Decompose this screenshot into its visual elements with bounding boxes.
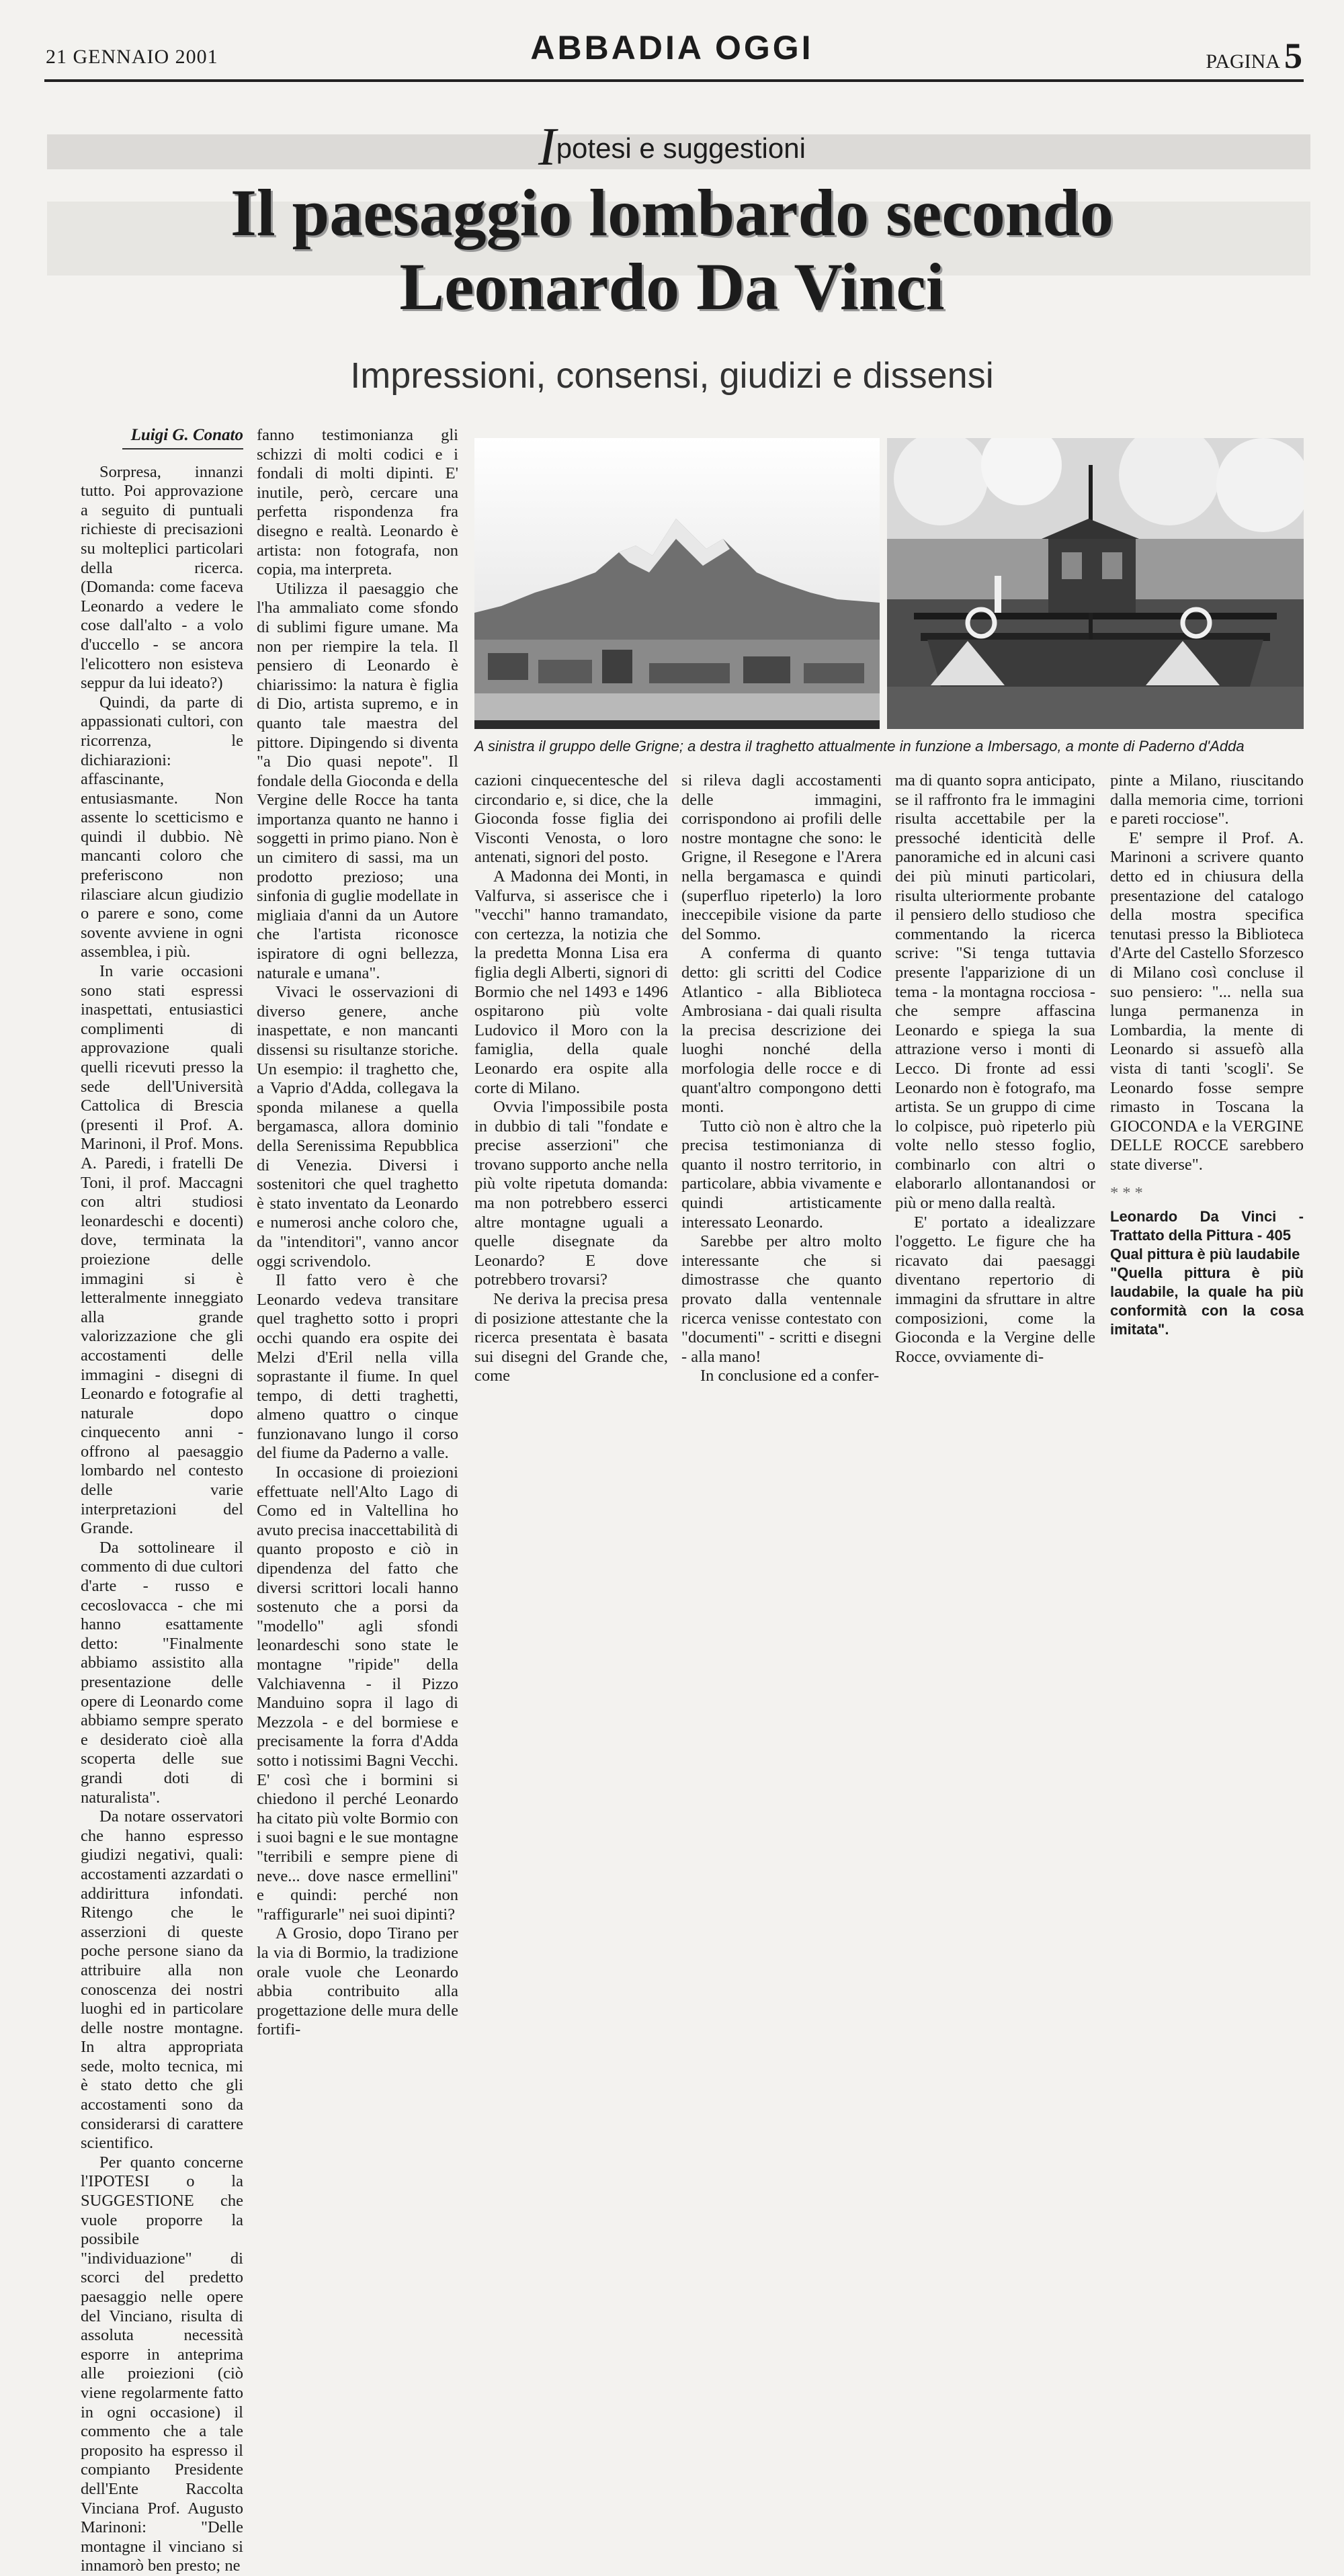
paragraph: cazioni cinquecentesche del circondario e, si dice, che la Gioconda fosse figlia dei Visconti Venosta, o loro antenati, signori del posto.: [474, 771, 668, 867]
note-quote: "Quella pittura è più laudabile, la quale ha più conformità con la cosa imitata".: [1110, 1264, 1304, 1338]
paragraph: Sarebbe per altro molto interessante che si dimostrasse che quanto provato dalla ventennale ricerca venisse contestato con "documenti" - scritti e disegni - alla mano!: [681, 1232, 882, 1366]
paragraph: Sorpresa, innanzi tutto. Poi approvazione a seguito di puntuali richieste di precisazioni su molteplici particolari della ricerca. (Domanda: come faceva Leonardo a vedere le cose dall'alto - a volo d'uccello - se ancora l'elicottero non esisteva seppur da lui ideato?): [81, 462, 243, 693]
note-separator: ***: [1110, 1184, 1147, 1203]
author-byline: Luigi G. Conato: [81, 426, 243, 449]
issue-date: 21 GENNAIO 2001: [46, 46, 218, 68]
paragraph: Da sottolineare il commento di due cultori d'arte - russo e cecoslovacca - che mi hanno esattamente detto: "Finalmente abbiamo assistito alla presentazione delle opere di Leonardo come abbiamo sempre sperato e desiderato cioè alla scoperta delle sue grandi doti di naturalista".: [81, 1538, 243, 1807]
paragraph: fanno testimonianza gli schizzi di molti codici e i fondali di molti dipinti. E' inutile, però, cercare una perfetta rispondenza fra disegno e realtà. Leonardo è artista: non fotografa, non copia, ma interpreta.: [257, 426, 458, 579]
note-heading: Qual pittura è più laudabile: [1110, 1246, 1300, 1263]
note-source: Leonardo Da Vinci - Trattato della Pittura - 405: [1110, 1208, 1304, 1244]
paragraph: Da notare osservatori che hanno espresso giudizi negativi, quali: accostamenti azzardati o addirittura infondati. Ritengo che le asserzioni di queste poche persone siano da attribuire alla non conoscenza dei nostri luoghi ed in particolare delle nostre montagne. In altra appropriata sede, molto tecnica, mi è stato detto che gli accostamenti sono da considerarsi di carattere scientifico.: [81, 1807, 243, 2153]
headline-line-2: Leonardo Da Vinci: [399, 249, 945, 324]
page-number: [1206, 35, 1302, 77]
masthead: ABBADIA OGGI: [530, 29, 814, 67]
paragraph: In occasione di proiezioni effettuate nell'Alto Lago di Como ed in Valtellina ho avuto precisa inaccettabilità di quanto proposto e ciò in dipendenza del fatto che diversi scrittori locali hanno sostenuto che a porsi da "modello" agli sfondi leonardeschi sono state le montagne "ripide" della Valchiavenna - il Pizzo Manduino sopra il lago di Mezzola - e del bormiese e precisamente la forra d'Adda sotto i notissimi Bagni Vecchi. E' così che i bormini si chiedono il perché Leonardo ha citato più volte Bormio con i suoi bagni e le sue montagne "terribili e sempre piene di neve... dove nasce ermellini" e quindi: perché non "raffigurarle" nei suoi dipinti?: [257, 1463, 458, 1924]
paragraph: E' portato a idealizzare l'oggetto. Le figure che ha ricavato dai paesaggi diventano repertorio di immagini da sfruttare in altre composizioni, come la Gioconda e la Vergine delle Rocce, ovviamente di-: [895, 1213, 1095, 1366]
column-2: [257, 426, 458, 2040]
kicker-text: potesi e suggestioni: [556, 132, 806, 164]
column-5: [895, 771, 1095, 1367]
paragraph: Ovvia l'impossibile posta in dubbio di tali "fondate e precise asserzioni" che trovano supporto anche nella più volte ripetuta domanda: ma non potrebbero esserci altre montagne uguali a quelle disegnate da Leonardo? E dove potrebbero trovarsi?: [474, 1098, 668, 1289]
photo-caption: A sinistra il gruppo delle Grigne; a destra il traghetto attualmente in funzione a Imbersago, a monte di Paderno d'Adda: [474, 738, 1245, 755]
ferry-photo: [887, 438, 1304, 729]
paragraph: In conclusione ed a confer-: [700, 1367, 880, 1385]
paragraph: E' sempre il Prof. A. Marinoni a scrivere quanto detto ed in chiusura della presentazione del catalogo della mostra specifica tenutasi presso la Biblioteca d'Arte del Castello Sforzesco di Milano così concluse il suo pensiero: "... nella sua lunga permanenza in Lombardia, la mente di Leonardo si assuefò alla vista di tanti 'scogli'. Se Leonardo fosse sempre rimasto in Toscana la GIOCONDA e la VERGINE DELLE ROCCE sarebbero state diverse".: [1110, 828, 1304, 1174]
column-1: [81, 426, 243, 2576]
headline: [0, 176, 1344, 324]
kicker-initial: I: [538, 118, 556, 177]
headline-line-1: Il paesaggio lombardo secondo: [230, 175, 1114, 250]
paragraph: A conferma di quanto detto: gli scritti del Codice Atlantico - alla Biblioteca Ambrosiana - dai quali risulta la precisa descrizione dei luoghi nonché della morfologia delle rocce e di quant'altro compongono detti monti.: [681, 944, 882, 1117]
paragraph: In varie occasioni sono stati espressi inaspettati, entusiastici complimenti di approvazione quali quelli ricevuti presso la sede dell'Università Cattolica di Brescia (presenti il Prof. A. Marinoni, il Prof. Mons. A. Paredi, i fratelli De Toni, il prof. Maccagni con altri studiosi leonardeschi e docenti) dove, terminata la proiezione delle immagini si è letteralmente inneggiato alla grande valorizzazione che gli accostamenti delle immagini - disegni di Leonardo e fotografie al naturale dopo cinquecento anni - offrono al paesaggio lombardo nel contesto delle varie interpretazioni del Grande.: [81, 962, 243, 1538]
paragraph: Vivaci le osservazioni di diverso genere, anche inaspettate, e non mancanti dissensi su risultanze storiche. Un esempio: il traghetto che, a Vaprio d'Adda, collegava la sponda milanese a quella bergamasca, allora dominio della Serenissima Repubblica di Venezia. Diversi i sostenitori che quel traghetto è stato inventato da Leonardo e numerosi anche coloro che, da "intenditori", vanno ancor oggi scrivendolo.: [257, 983, 458, 1271]
page-number-value: 5: [1284, 36, 1302, 76]
photo-grigne: [474, 438, 880, 729]
paragraph: ma di quanto sopra anticipato, se il raffronto fra le immagini risulta accettabile per la pressoché identicità delle panoramiche ed in alcuni casi dei più minuti particolari, risulta ulteriormente probante il pensiero dello studioso che commentando la ricerca scrive: "Si tenga tuttavia presente l'apparizione di un tema - la montagna rocciosa - che sempre affascina Leonardo e spiega la sua attrazione verso i monti di Lecco. Di fronte ad essi Leonardo non è fotografo, ma artista. Se un gruppo di cime lo colpisce, può ripeterlo più volte nello stesso foglio, combinarlo con altri o elaborarlo allontanandosi or più or meno dalla realtà.: [895, 771, 1095, 1213]
paragraph: A Madonna dei Monti, in Valfurva, si asserisce che i "vecchi" hanno tramandato, con certezza, la notizia che la predetta Monna Lisa era figlia degli Alberti, signori di Bormio che nel 1493 e 1496 ospitarono più volte Ludovico il Moro con la famiglia, della quale Leonardo era ospite alla corte di Milano.: [474, 867, 668, 1097]
column-6: [1110, 771, 1304, 1339]
paragraph: Per quanto concerne l'IPOTESI o la SUGGESTIONE che vuole proporre la possibile "individuazione" di scorci del predetto paesaggio nelle opere del Vinciano, risulta di assoluta necessità esporre in anteprima alle proiezioni (ciò viene regolarmente fatto in ogni occasione) il commento che a tale proposito ha espresso il compianto Presidente dell'Ente Raccolta Vinciana Prof. Augusto Marinoni: "Delle montagne il vinciano si innamorò ben presto; ne: [81, 2153, 243, 2575]
mountain-photo: [474, 438, 880, 729]
paragraph: Ne deriva la precisa presa di posizione attestante che la ricerca presentata è basata sui disegni del Grande che, come: [474, 1290, 668, 1385]
header-rule: [44, 79, 1304, 82]
column-4: [681, 771, 882, 1386]
column-3: [474, 771, 668, 1386]
paragraph: si rileva dagli accostamenti delle immagini, corrispondono ai profili delle nostre montagne che sono: le Grigne, il Resegone e l'Arera nella bergamasca e quindi (superfluo ripeterlo) la loro ineccepibile visione da parte del Sommo.: [681, 771, 882, 943]
section-kicker: [0, 117, 1344, 178]
paragraph: Il fatto vero è che Leonardo vedeva transitare quel traghetto sotto i propri occhi quando era ospite dei Melzi d'Eril nella villa soprastante il fiume. In quel tempo, di detti traghetti, almeno quattro o cinque funzionavano lungo il corso del fiume da Paderno a valle.: [257, 1271, 458, 1463]
paragraph: Quindi, da parte di appassionati cultori, con ricorrenza, le dichiarazioni: affascinante, entusiasmante. Non assente lo scetticismo e quindi il dubbio. Nè mancanti coloro che preferiscono non rilasciare alcun giudizio o parere e sono, come sovente avviene in ogni assemblea, i più.: [81, 693, 243, 961]
subheadline: Impressioni, consensi, giudizi e dissensi: [350, 355, 994, 396]
paragraph: Utilizza il paesaggio che l'ha ammaliato come sfondo di sublimi figure umane. Ma non per riempire la tela. Il pensiero di Leonardo è chiarissimo: la natura è figlia di Dio, artista supremo, e in quanto tale maestra del pittore. Dipingendo si diventa "a Dio quasi nepote". Il fondale della Gioconda e della Vergine delle Rocce ha tanta importanza quanto ne hanno i soggetti in primo piano. Non è un cimitero di sassi, ma un prodotto prezioso; una sinfonia di guglie modellate in migliaia d'anni da un Autore che l'artista riconosce ispiratore di ogni bellezza, naturale e umana".: [257, 579, 458, 982]
page-label: PAGINA: [1206, 50, 1280, 73]
photo-traghetto: [887, 438, 1304, 729]
paragraph: Tutto ciò non è altro che la precisa testimonianza di quanto il nostro territorio, in particolare, abbia vivamente e quindi artisticamente interessato Leonardo.: [681, 1117, 882, 1232]
paragraph: A Grosio, dopo Tirano per la via di Bormio, la tradizione orale vuole che Leonardo abbia contribuito alla progettazione delle mura delle fortifi-: [257, 1924, 458, 2039]
paragraph: pinte a Milano, riuscitando dalla memoria cime, torrioni e pareti rocciose".: [1110, 771, 1304, 828]
